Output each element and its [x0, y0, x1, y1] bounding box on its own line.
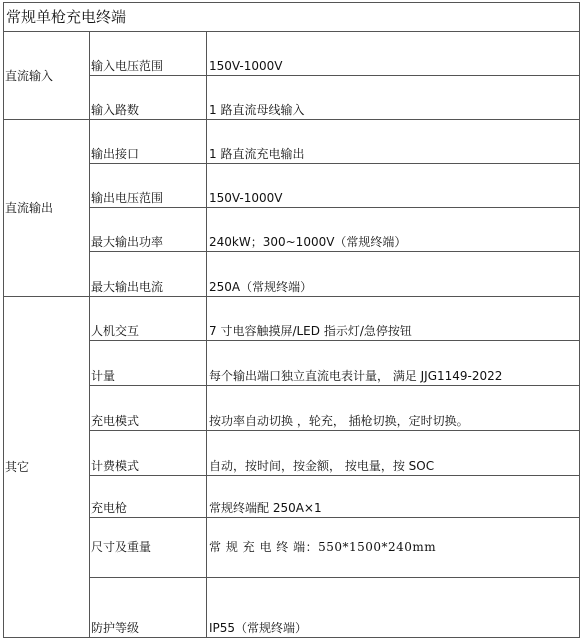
row-value: 7 寸电容触摸屏/LED 指示灯/急停按钮	[207, 297, 580, 341]
table-row	[4, 518, 580, 578]
table-row	[4, 208, 580, 252]
row-value: 常规终端配 250A×1	[207, 476, 580, 518]
row-label: 充电枪	[90, 476, 207, 518]
row-value: 150V-1000V	[207, 32, 580, 76]
table-row	[4, 297, 580, 341]
row-value: 1 路直流充电输出	[207, 120, 580, 164]
table-row	[4, 341, 580, 386]
row-label: 计费模式	[90, 431, 207, 476]
row-value: IP55（常规终端）	[207, 578, 580, 638]
row-value: 150V-1000V	[207, 164, 580, 208]
table-row	[4, 578, 580, 638]
table-row	[4, 164, 580, 208]
row-value: 每个输出端口独立直流电表计量， 满足 JJG1149-2022	[207, 341, 580, 386]
row-label: 输入路数	[90, 76, 207, 120]
row-label: 最大输出功率	[90, 208, 207, 252]
table-row	[4, 386, 580, 431]
row-label: 输出电压范围	[90, 164, 207, 208]
row-label: 最大输出电流	[90, 252, 207, 297]
table-row	[4, 252, 580, 297]
row-label: 输入电压范围	[90, 32, 207, 76]
group-dc-input: 直流输入	[4, 32, 90, 120]
table-row	[4, 76, 580, 120]
table-title: 常规单枪充电终端	[4, 3, 580, 32]
row-label: 充电模式	[90, 386, 207, 431]
row-value: 250A（常规终端）	[207, 252, 580, 297]
table-row	[4, 431, 580, 476]
row-label: 输出接口	[90, 120, 207, 164]
spec-table-frame	[3, 2, 579, 635]
row-value: 1 路直流母线输入	[207, 76, 580, 120]
row-value: 按功率自动切换 ，轮充， 插枪切换，定时切换。	[207, 386, 580, 431]
row-label: 人机交互	[90, 297, 207, 341]
row-value: 自动，按时间，按金额， 按电量，按 SOC	[207, 431, 580, 476]
spec-table	[3, 2, 580, 638]
table-row	[4, 32, 580, 76]
table-row	[4, 120, 580, 164]
table-row	[4, 476, 580, 518]
row-label: 计量	[90, 341, 207, 386]
row-label: 防护等级	[90, 578, 207, 638]
group-other: 其它	[4, 297, 90, 638]
group-dc-output: 直流输出	[4, 120, 90, 297]
row-value: 常 规 充 电 终 端：550*1500*240mm	[207, 518, 580, 578]
row-label: 尺寸及重量	[90, 518, 207, 578]
row-value: 240kW；300~1000V（常规终端）	[207, 208, 580, 252]
